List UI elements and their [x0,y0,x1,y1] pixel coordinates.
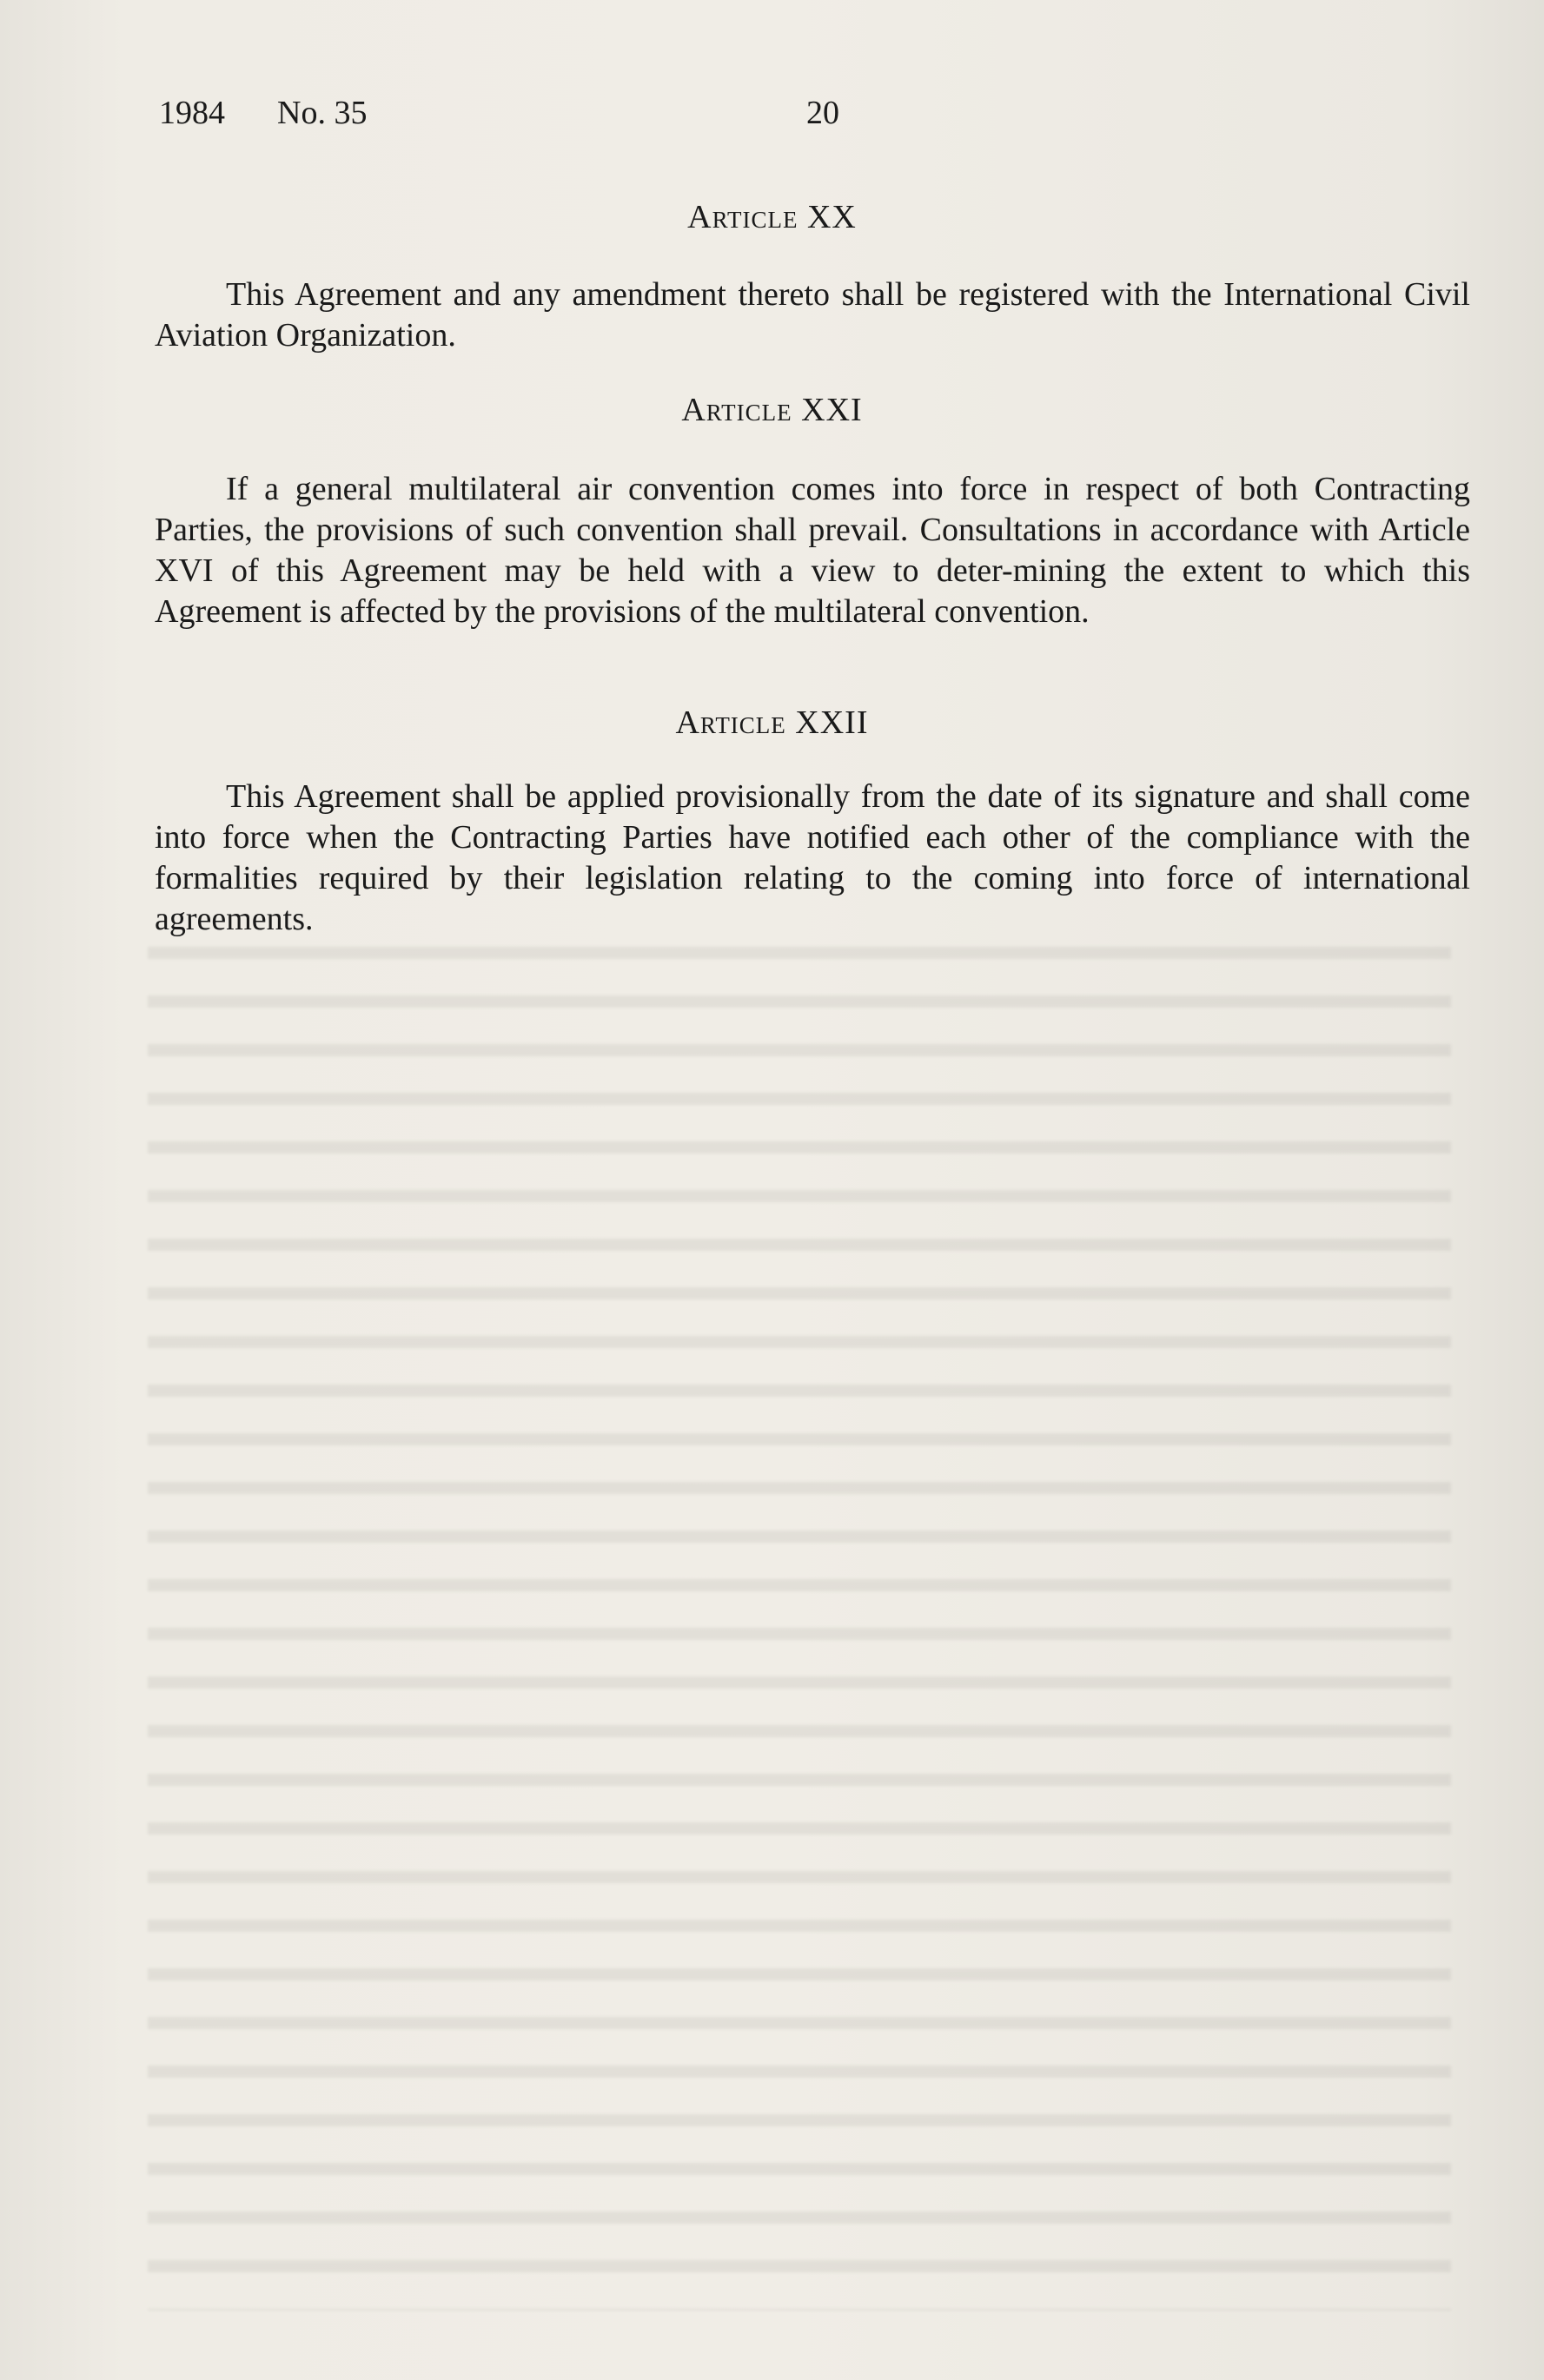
reverse-side-show-through [148,921,1451,2311]
running-head [159,94,854,134]
article-heading-xxii: Article XXII [675,704,869,741]
article-xxi-text: If a general multilateral air convention comes into force in respect of both Contracting Parties, the provisions of such convention shall prevail. Consultations in accordance with Article XVI of this Agreement may be held with a view to deter-mining the extent to which this Agreement is affected by the provisions of the multilateral convention. [155,471,1470,630]
article-heading-xxi: Article XXI [681,392,863,428]
page-number: 20 [806,95,839,131]
article-xx-text: This Agreement and any amendment thereto shall be registered with the International Civil Aviation Organization. [155,276,1470,354]
article-xxii-text: This Agreement shall be applied provisionally from the date of its signature and shall come into force when the Contracting Parties have notified each other of the compliance with the formalities required by their legislation relating to the coming into force of international agreements. [155,778,1470,937]
running-head-number: No. 35 [277,95,368,131]
article-heading-xx: Article XX [687,199,857,235]
running-head-year: 1984 [159,95,225,131]
